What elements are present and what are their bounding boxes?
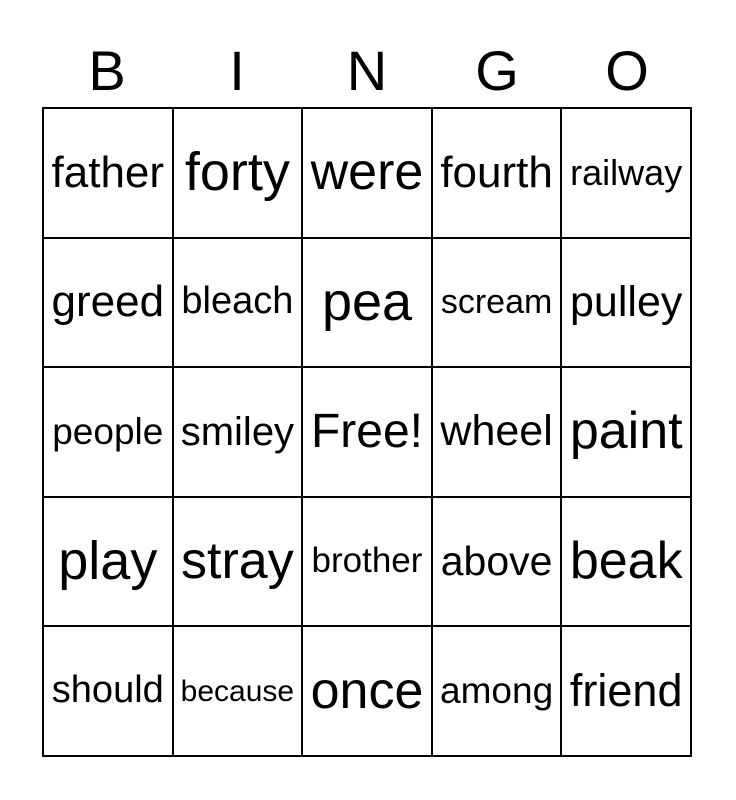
bingo-title-letter-i: I [229,39,245,102]
bingo-title [42,39,692,102]
bingo-cell-word: smiley [180,409,295,454]
bingo-cell-r1c3[interactable] [302,108,432,238]
bingo-cell-r2c1[interactable] [43,238,173,368]
bingo-cell-word: stray [181,532,294,590]
bingo-cell-word: should [51,669,164,712]
bingo-cell-word: among [440,669,554,711]
bingo-cell-r2c3[interactable] [302,238,432,368]
bingo-cell-r2c5[interactable] [561,238,691,368]
bingo-cell-word: wheel [440,407,553,456]
free-cell[interactable] [302,367,432,497]
bingo-cell-r5c2[interactable] [173,626,303,756]
bingo-cell-r5c1[interactable] [43,626,173,756]
bingo-cell-r1c5[interactable] [561,108,691,238]
bingo-cell-r2c4[interactable] [432,238,562,368]
bingo-cell-r4c5[interactable] [561,497,691,627]
bingo-cell-r5c4[interactable] [432,626,562,756]
bingo-cell-word: pulley [570,277,683,326]
bingo-title-letter-n: N [346,39,388,102]
bingo-cell-r1c2[interactable] [173,108,303,238]
bingo-cell-r4c4[interactable] [432,497,562,627]
bingo-cell-word: people [52,410,164,452]
bingo-cell-word: friend [569,665,683,717]
bingo-cell-word: were [310,143,424,202]
free-cell-label: Free! [310,404,423,458]
bingo-cell-word: above [440,538,553,585]
bingo-cell-word: once [310,661,424,720]
bingo-cell-word: railway [570,152,683,193]
bingo-cell-r3c5[interactable] [561,367,691,497]
bingo-title-letter-g: G [475,39,519,102]
bingo-cell-word: brother [311,541,423,581]
bingo-title-letter-o: O [605,39,649,102]
bingo-cell-r4c3[interactable] [302,497,432,627]
bingo-cell-r5c5[interactable] [561,626,691,756]
bingo-cell-word: paint [569,402,683,461]
bingo-title-letter-b: B [88,39,126,102]
bingo-cell-word: beak [569,532,683,590]
bingo-cell-word: scream [440,282,553,321]
bingo-cell-word: play [58,530,158,591]
bingo-cell-r3c2[interactable] [173,367,303,497]
bingo-cell-r4c2[interactable] [173,497,303,627]
bingo-cell-word: bleach [181,280,294,323]
bingo-cell-r2c2[interactable] [173,238,303,368]
bingo-cell-word: greed [51,277,165,327]
bingo-cell-r3c1[interactable] [43,367,173,497]
bingo-cell-word: forty [184,142,290,203]
bingo-grid [42,107,692,757]
bingo-cell-word: because [180,674,295,708]
bingo-cell-r3c4[interactable] [432,367,562,497]
bingo-cell-r5c3[interactable] [302,626,432,756]
bingo-cell-word: fourth [440,147,553,197]
bingo-cell-word: father [51,147,165,197]
bingo-cell-r4c1[interactable] [43,497,173,627]
bingo-cell-r1c4[interactable] [432,108,562,238]
bingo-cell-word: pea [321,271,413,332]
bingo-cell-r1c1[interactable] [43,108,173,238]
